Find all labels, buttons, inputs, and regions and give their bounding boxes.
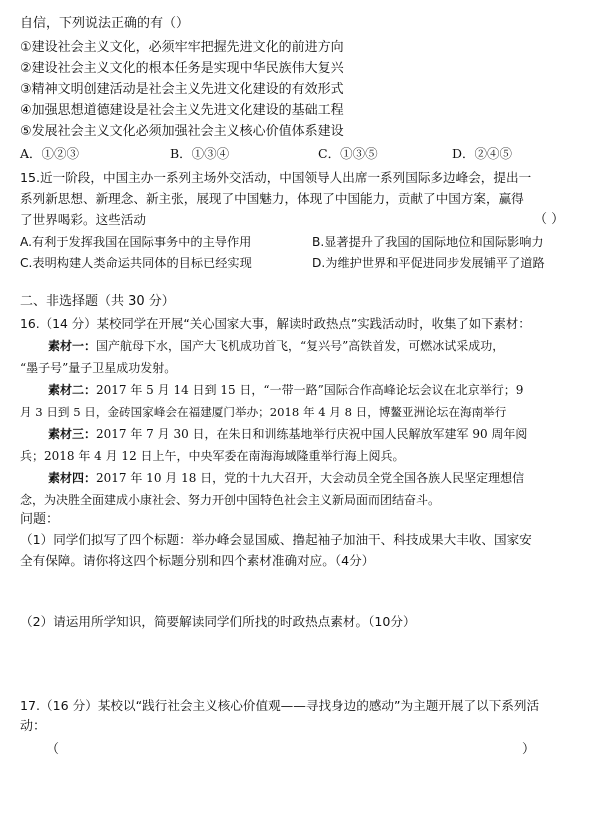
- q16-material-2-label: 素材二：: [48, 383, 97, 397]
- q14-option-d: D．②④⑤: [452, 146, 513, 161]
- q17-paren-open: （: [46, 742, 60, 757]
- q14-item-4: ④加强思想道德建设是社会主义先进文化建设的基础工程: [20, 103, 344, 118]
- section-2-title: 二、非选择题（共 30 分）: [20, 294, 175, 309]
- q16-material-3-line-2: 兵；2018 年 4 月 12 日上午，中央军委在南海海域隆重举行海上阅兵。: [20, 449, 405, 463]
- q16-intro: 16.（14 分）某校同学在开展“关心国家大事，解读时政热点”实践活动时，收集了如下素材：: [20, 316, 531, 331]
- q16-material-2-line-2: 月 3 日到 5 日，金砖国家峰会在福建厦门举办；2018 年 4 月 8 日，博鳌亚洲论坛在海南举行: [20, 405, 507, 419]
- q14-option-b: B．①③④: [170, 146, 230, 161]
- q16-sub-1-line-1: （1）同学们拟写了四个标题：举办峰会显国威、撸起袖子加油干、科技成果大丰收、国家安: [20, 532, 532, 547]
- q15-line-1: 15.近一阶段，中国主办一系列主场外交活动，中国领导人出席一系列国际多边峰会，提出一: [20, 170, 532, 185]
- q15-option-a: A.有利于发挥我国在国际事务中的主导作用: [20, 235, 252, 249]
- q16-material-3-text-1: 2017 年 7 月 30 日，在朱日和训练基地举行庆祝中国人民解放军建军 90 周年阅: [96, 427, 528, 441]
- q16-sub-2: （2）请运用所学知识，简要解读同学们所找的时政热点素材。（10分）: [20, 614, 416, 629]
- q16-material-4-line-2: 念，为决胜全面建成小康社会、努力开创中国特色社会主义新局面而团结奋斗。: [20, 493, 441, 507]
- q16-material-1-line-2: “墨子号”量子卫星成功发射。: [20, 361, 177, 375]
- q16-question-label: 问题：: [20, 512, 60, 527]
- q14-option-c: C．①③⑤: [318, 146, 378, 161]
- q16-material-2-line-1: [48, 380, 523, 400]
- q16-material-1-line-1: [48, 336, 504, 356]
- q15-option-d: D.为维护世界和平促进同步发展铺平了道路: [312, 256, 545, 270]
- q16-material-1-label: 素材一：: [48, 339, 97, 353]
- q14-option-a: A．①②③: [20, 146, 80, 161]
- q16-material-4-label: 素材四：: [48, 471, 97, 485]
- q15-option-c: C.表明构建人类命运共同体的目标已经实现: [20, 256, 252, 270]
- q14-stem-tail: 自信，下列说法正确的有（）: [20, 16, 190, 31]
- q15-option-b: B.显著提升了我国的国际地位和国际影响力: [312, 235, 544, 249]
- q14-item-1: ①建设社会主义文化，必须牢牢把握先进文化的前进方向: [20, 40, 344, 55]
- q15-line-2: 系列新思想、新理念、新主张，展现了中国魅力，体现了中国能力，贡献了中国方案，赢得: [20, 191, 524, 206]
- q16-sub-1-line-2: 全有保障。请你将这四个标题分别和四个素材准确对应。（4分）: [20, 553, 375, 568]
- q16-material-1-text-1: 国产航母下水，国产大飞机成功首飞，“复兴号”高铁首发，可燃冰试采成功，: [96, 339, 505, 353]
- q17-line-1: 17.（16 分）某校以“践行社会主义核心价值观——寻找身边的感动”为主题开展了以下系列活: [20, 698, 540, 713]
- q15-answer-blank: （ ）: [534, 212, 565, 227]
- q15-line-3: 了世界喝彩。这些活动: [20, 212, 146, 227]
- q14-item-5: ⑤发展社会主义文化必须加强社会主义核心价值体系建设: [20, 124, 344, 139]
- q16-material-4-line-1: [48, 468, 524, 488]
- q16-material-3-line-1: [48, 424, 527, 444]
- q17-paren-close: ）: [522, 742, 536, 757]
- q14-item-3: ③精神文明创建活动是社会主义先进文化建设的有效形式: [20, 82, 344, 97]
- q16-material-3-label: 素材三：: [48, 427, 97, 441]
- q14-item-2: ②建设社会主义文化的根本任务是实现中华民族伟大复兴: [20, 61, 344, 76]
- q16-material-2-text-1: 2017 年 5 月 14 日到 15 日，“一带一路”国际合作高峰论坛会议在北京举行；9: [96, 383, 524, 397]
- q17-line-2: 动：: [20, 719, 47, 734]
- q16-material-4-text-1: 2017 年 10 月 18 日，党的十九大召开，大会动员全党全国各族人民坚定理想信: [96, 471, 525, 485]
